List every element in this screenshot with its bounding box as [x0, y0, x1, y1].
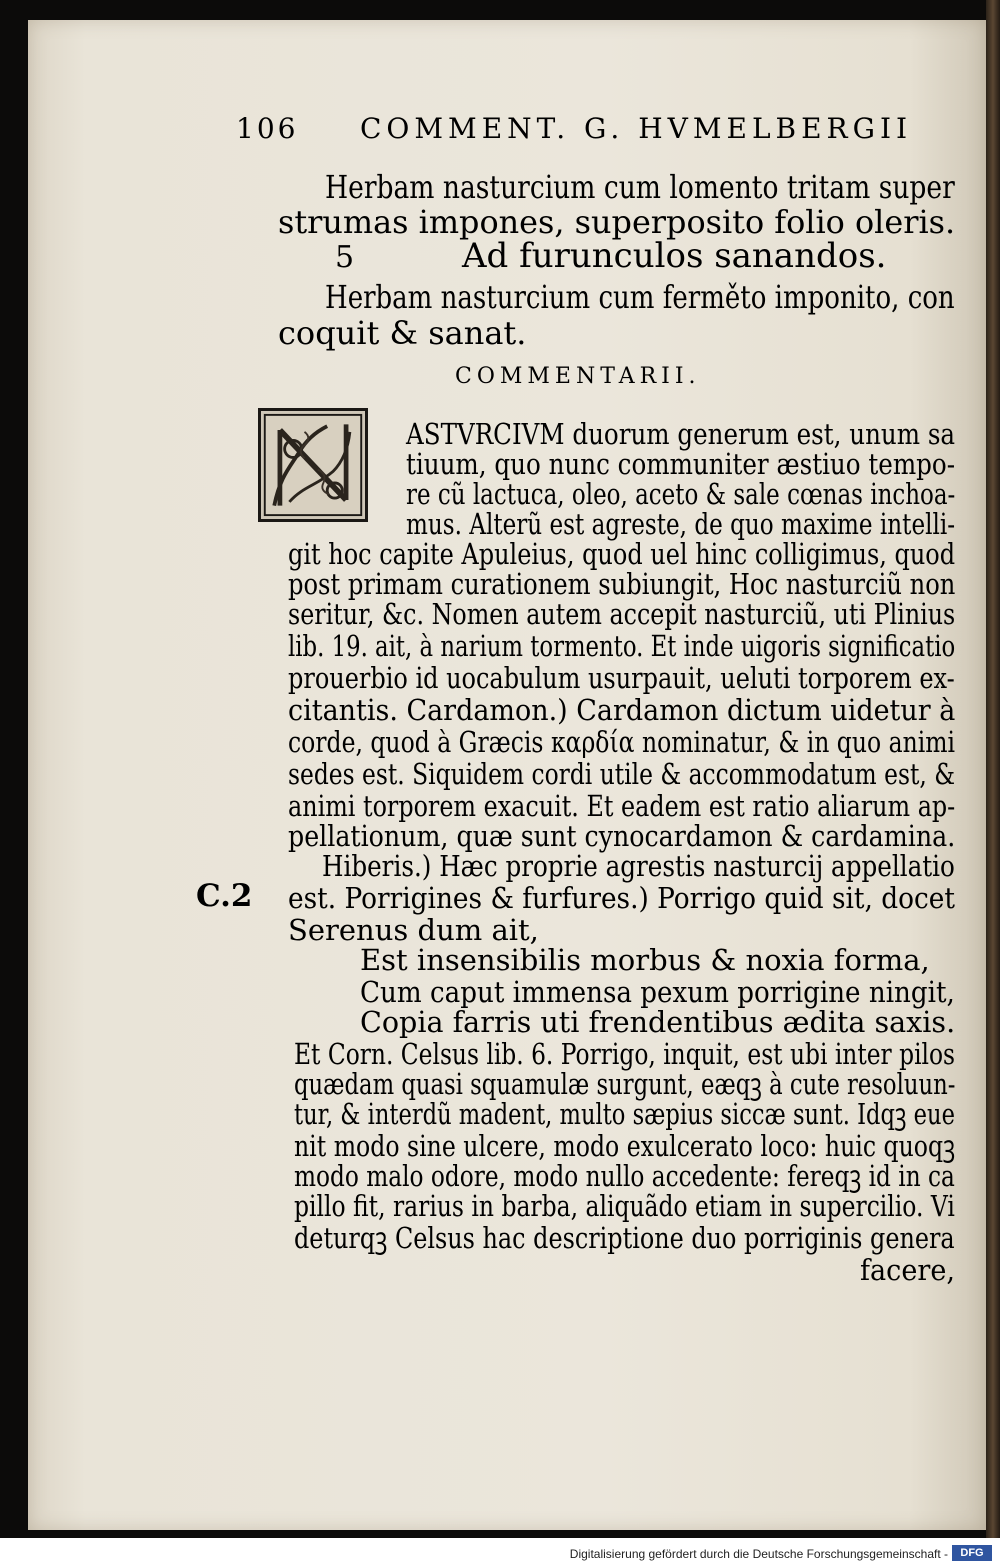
commentary-line: tiuum, quo nunc communiter æstiuo tempo- — [406, 447, 956, 481]
book-spine — [986, 0, 1000, 1568]
page-number: 106 — [236, 112, 299, 145]
commentary-line: post primam curationem subiungit, Hoc nasturciũ non — [288, 567, 956, 601]
text-line: Herbam nasturcium cum ferměto imponito, con — [325, 278, 955, 316]
commentary-line: deturqꝫ Celsus hac descriptione duo porriginis genera — [294, 1221, 955, 1255]
commentary-line: mus. Alterũ est agreste, de quo maxime intelli- — [406, 507, 956, 541]
commentary-line: est. Porrigines & furfures.) Porrigo quid sit, docet — [288, 881, 955, 915]
verse-line: Copia farris uti frendentibus ædita saxis. — [360, 1005, 956, 1039]
commentary-line: Et Corn. Celsus lib. 6. Porrigo, inquit, est ubi inter pilos — [294, 1037, 956, 1071]
text-line: coquit & sanat. — [278, 314, 527, 352]
commentary-line: lib. 19. ait, à narium tormento. Et inde uigoris significatio — [288, 629, 956, 663]
commentary-line: seritur, &c. Nomen autem accepit nasturciũ, uti Plinius — [288, 597, 956, 631]
commentary-line: re cũ lactuca, oleo, aceto & sale cœnas inchoa- — [406, 477, 956, 511]
footer-bar — [0, 1538, 1000, 1568]
decorated-initial — [258, 408, 368, 522]
commentary-line: Hiberis.) Hæc proprie agrestis nasturcij appellatio — [322, 849, 955, 883]
commentary-line: tur, & interdũ madent, multo sæpius siccæ sunt. Idqꝫ eue — [294, 1097, 955, 1131]
ornament-icon — [261, 411, 365, 519]
commentary-line: pillo fit, rarius in barba, aliquãdo etiam in supercilio. Vi — [294, 1189, 955, 1223]
section-number: 5 — [335, 240, 355, 275]
page-header — [236, 112, 926, 152]
dfg-logo-icon: DFG — [952, 1545, 992, 1561]
commentary-line: quædam quasi squamulæ surgunt, eæqꝫ à cute resoluun- — [294, 1067, 956, 1101]
text-line: strumas impones, superposito folio oleris. — [278, 203, 956, 241]
commentary-line: citantis. Cardamon.) Cardamon dictum uidetur à — [288, 693, 956, 727]
commentary-line: modo malo odore, modo nullo accedente: fereqꝫ id in ca — [294, 1159, 955, 1193]
commentary-line: corde, quod à Græcis καρδία nominatur, & in quo animi — [288, 725, 956, 759]
signature-mark: C.2 — [196, 878, 253, 914]
text-line: Herbam nasturcium cum lomento tritam super — [325, 168, 955, 206]
running-title: COMMENT. G. HVMELBERGII — [360, 112, 913, 145]
commentary-line: ASTVRCIVM duorum generum est, unum sa — [406, 417, 956, 451]
commentary-line: git hoc capite Apuleius, quod uel hinc colligimus, quod — [288, 537, 956, 571]
section-title: Ad furunculos sanandos. — [462, 236, 887, 276]
funding-credit: Digitalisierung gefördert durch die Deutsche Forschungsgemeinschaft - — [569, 1547, 948, 1561]
commentary-line: sedes est. Siquidem cordi utile & accommodatum est, & — [288, 757, 956, 791]
commentary-line: Serenus dum ait, — [288, 913, 539, 947]
commentary-line: animi torporem exacuit. Et eadem est ratio aliarum ap- — [288, 789, 956, 823]
catchword: facere, — [860, 1253, 955, 1287]
commentary-line: pellationum, quæ sunt cynocardamon & cardamina. — [288, 819, 956, 853]
commentary-line: nit modo sine ulcere, modo exulcerato loco: huic quoqꝫ — [294, 1129, 956, 1163]
verse-line: Est insensibilis morbus & noxia forma, — [360, 943, 930, 977]
verse-line: Cum caput immensa pexum porrigine ningit, — [360, 975, 955, 1009]
commentarii-heading: COMMENTARII. — [455, 364, 701, 389]
commentary-line: prouerbio id uocabulum usurpauit, ueluti torporem ex- — [288, 661, 955, 695]
